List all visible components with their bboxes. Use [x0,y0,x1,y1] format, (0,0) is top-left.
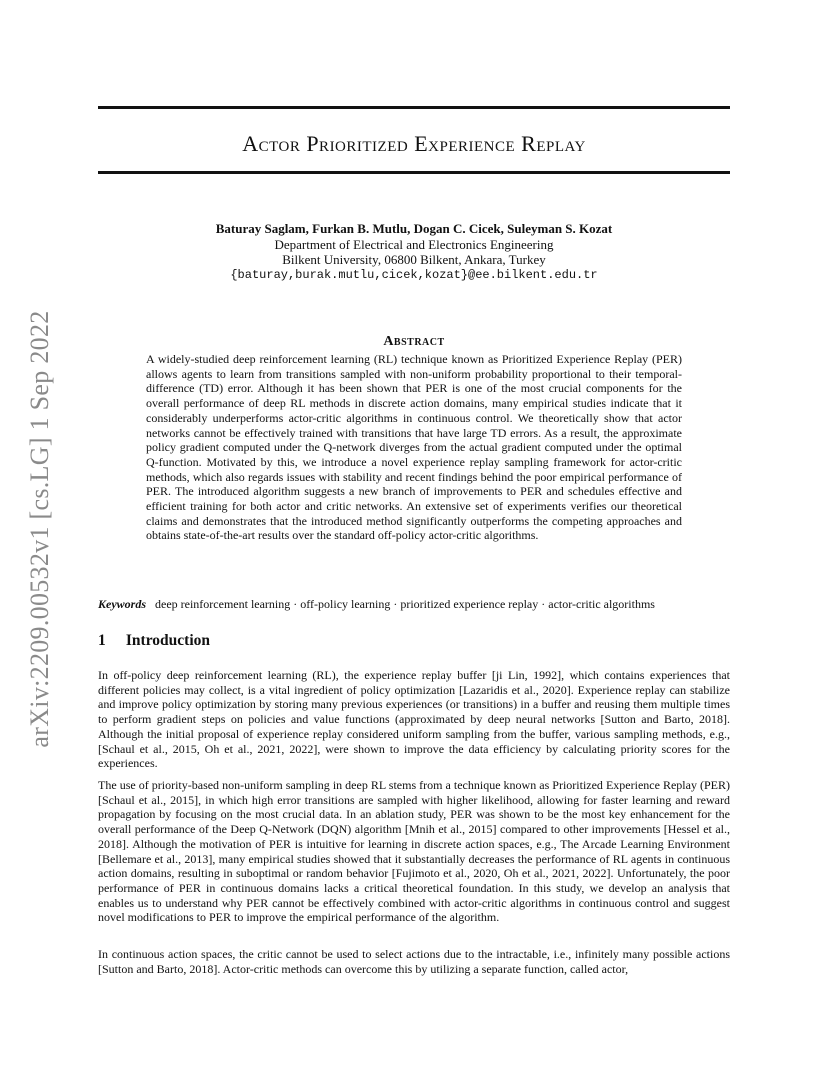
keywords-text: deep reinforcement learning · off-policy learning · prioritized experience replay · actor-critic algorithms [155,597,655,611]
section-title: Introduction [125,632,210,649]
paper-title: Actor Prioritized Experience Replay [242,131,586,156]
author-department: Department of Electrical and Electronics Engineering [274,236,554,252]
section-heading-introduction [98,632,210,650]
title-rule-top [98,106,730,109]
author-email: {baturay,burak.mutlu,cicek,kozat}@ee.bilkent.edu.tr [230,267,598,282]
author-affiliation: Bilkent University, 06800 Bilkent, Ankara, Turkey [282,252,546,267]
intro-paragraph-1: In off-policy deep reinforcement learning (RL), the experience replay buffer [ji Lin, 1992], which contains experiences that different policies may collect, is a vital ingredient of policy optimization [Lazaridis et al., 2020]. Experience replay can stabilize and improve policy optimization by storing many previous experiences (or transitions) in a buffer and reusing them multiple times to perform gradient steps on policies and value functions (approximated by deep neural networks [Sutton and Barto, 2018]. Although the initial proposal of experience replay considered uniform sampling from the buffer, various sampling methods, e.g., [Schaul et al., 2015, Oh et al., 2021, 2022], were shown to improve the data efficiency by calculating priority scores for the experiences. [98,668,730,771]
abstract-heading: Abstract [383,334,445,349]
title-rule-bottom [98,171,730,174]
intro-paragraph-2: The use of priority-based non-uniform sampling in deep RL stems from a technique known as Prioritized Experience Replay (PER) [Schaul et al., 2015], in which high error transitions are sampled with higher likelihood, allowing for faster learning and reward propagation by focusing on the most crucial data. In an ablation study, PER was shown to be the most key enhancement for the overall performance of the Deep Q-Network (DQN) algorithm [Mnih et al., 2015] compared to other improvements [Hessel et al., 2018]. Although the motivation of PER is intuitive for learning in discrete action spaces, e.g., The Arcade Learning Environment [Bellemare et al., 2013], many empirical studies showed that it substantially decreases the performance of RL agents in continuous action domains, resulting in suboptimal or random behavior [Fujimoto et al., 2020, Oh et al., 2021, 2022]. Unfortunately, the poor performance of PER in continuous domains lacks a critical theoretical foundation. In this study, we develop an analysis that enables us to understand why PER cannot be effectively combined with actor-critic algorithms in continuous control and suggest novel modifications to PER to improve the empirical performance of the algorithm. [98,778,730,925]
keywords-label: Keywords [98,597,146,611]
section-number: 1 [98,632,106,649]
author-block [98,221,730,283]
intro-paragraph-3: In continuous action spaces, the critic cannot be used to select actions due to the intractable, i.e., infinitely many possible actions [Sutton and Barto, 2018]. Actor-critic methods can overcome this by utilizing a separate function, called actor, [98,947,730,976]
author-names: Baturay Saglam, Furkan B. Mutlu, Dogan C. Cicek, Suleyman S. Kozat [215,221,613,236]
abstract-body: A widely-studied deep reinforcement learning (RL) technique known as Prioritized Experience Replay (PER) allows agents to learn from transitions sampled with non-uniform probability proportional to their temporal-difference (TD) error. Although it has been shown that PER is one of the most crucial components for the overall performance of deep RL methods in discrete action domains, many empirical studies indicate that it considerably underperforms actor-critic algorithms in continuous control. We theoretically show that actor networks cannot be effectively trained with transitions that have large TD errors. As a result, the approximate policy gradient computed under the Q-network diverges from the actual gradient computed under the optimal Q-function. Motivated by this, we introduce a novel experience replay sampling framework for actor-critic methods, which also regards issues with stability and recent findings behind the poor empirical performance of PER. The introduced algorithm suggests a new branch of improvements to PER and schedules effective and efficient training for both actor and critic networks. An extensive set of experiments verifies our theoretical claims and demonstrates that the introduced method significantly outperforms the competing approaches and obtains state-of-the-art results over the standard off-policy actor-critic algorithms. [146,352,682,543]
keywords-line [98,597,730,612]
arxiv-watermark [20,294,60,764]
arxiv-identifier: arXiv:2209.00532v1 [cs.LG] 1 Sep 2022 [25,310,54,748]
